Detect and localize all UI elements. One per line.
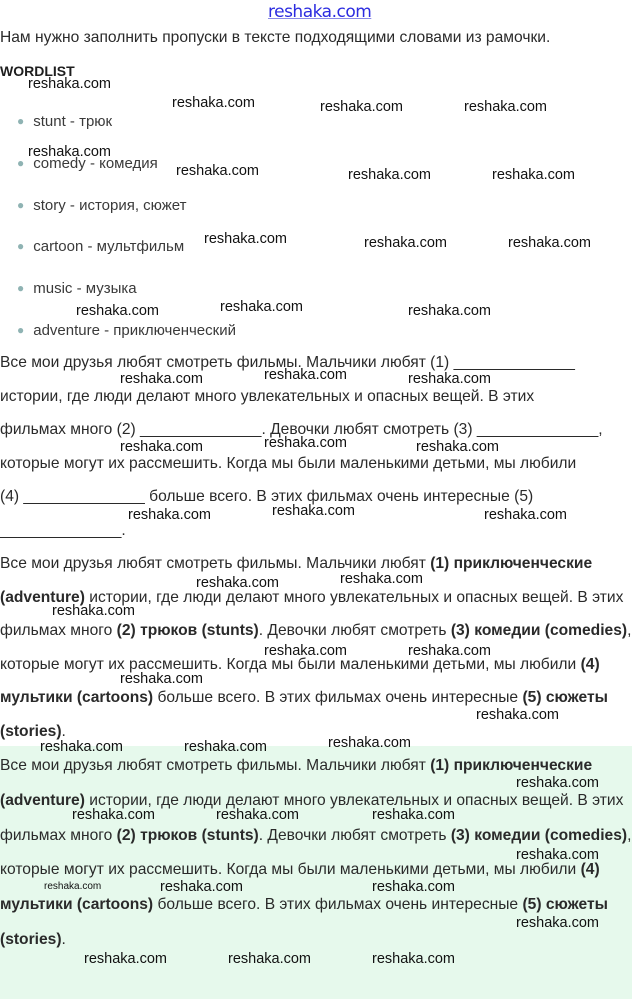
watermark: reshaka.com (228, 951, 312, 967)
wordlist-item: ● adventure - приключенческий (17, 322, 236, 339)
watermark: reshaka.com (416, 439, 500, 455)
bullet-icon: ● (17, 281, 25, 295)
wordlist-item: ● comedy - комедия (17, 155, 158, 172)
watermark: reshaka.com (348, 167, 432, 183)
answer-text-highlighted: Все мои друзья любят смотреть фильмы. Мальчики любят (1) приключенческие (adventure) истории, где люди делают много увлекательных и опасных вещей. В этих фильмах много (2) трюков (stunts). Девочки любят смотреть (3) комедии (comedies), которые могут их рассмешить. Когда мы были маленькими детьми, мы любили (4) мультики (cartoons) больше всего. В этих фильмах очень интересные (5) сюжеты (stories). (0, 757, 632, 948)
watermark: reshaka.com (484, 507, 568, 523)
watermark: reshaka.com (176, 163, 260, 179)
watermark: reshaka.com (128, 507, 212, 523)
watermark: reshaka.com (196, 575, 280, 591)
wordlist-title: WORDLIST (0, 63, 75, 79)
wordlist-item: ● stunt - трюк (17, 113, 113, 130)
watermark: reshaka.com (76, 303, 160, 319)
watermark: reshaka.com (172, 95, 256, 111)
watermark: reshaka.com (372, 951, 456, 967)
wordlist-item: ● cartoon - мультфильм (17, 238, 185, 255)
watermark: reshaka.com (272, 503, 356, 519)
bullet-icon: ● (17, 323, 25, 337)
site-logo-link[interactable]: reshaka.com (268, 2, 372, 22)
watermark: reshaka.com (84, 951, 168, 967)
watermark: reshaka.com (44, 881, 102, 892)
watermark: reshaka.com (408, 371, 492, 387)
watermark: reshaka.com (320, 99, 404, 115)
watermark: reshaka.com (508, 235, 592, 251)
bullet-icon: ● (17, 156, 25, 170)
wordlist-item: ● story - история, сюжет (17, 197, 187, 214)
watermark: reshaka.com (72, 807, 156, 823)
watermark: reshaka.com (464, 99, 548, 115)
watermark: reshaka.com (28, 144, 112, 160)
watermark: reshaka.com (408, 303, 492, 319)
bullet-icon: ● (17, 198, 25, 212)
watermark: reshaka.com (328, 735, 412, 751)
watermark: reshaka.com (184, 739, 268, 755)
watermark: reshaka.com (372, 807, 456, 823)
watermark: reshaka.com (364, 235, 448, 251)
task-text: Все мои друзья любят смотреть фильмы. Мальчики любят (1) ______________ истории, где люди делают много увлекательных и опасных вещей. В этих фильмах много (2) ______________. Девочки любят смотреть (3) ______________, которые могут их рассмешить. Когда мы были маленькими детьми, мы любили (4) ______________ больше всего. В этих фильмах очень интересные (5) ______________. (0, 354, 603, 539)
wordlist-item: ● music - музыка (17, 280, 137, 297)
watermark: reshaka.com (516, 775, 600, 791)
watermark: reshaka.com (120, 371, 204, 387)
watermark: reshaka.com (516, 847, 600, 863)
watermark: reshaka.com (160, 879, 244, 895)
watermark: reshaka.com (264, 435, 348, 451)
watermark: reshaka.com (264, 367, 348, 383)
watermark: reshaka.com (28, 76, 112, 92)
bullet-icon: ● (17, 239, 25, 253)
watermark: reshaka.com (204, 231, 288, 247)
watermark: reshaka.com (220, 299, 304, 315)
watermark: reshaka.com (492, 167, 576, 183)
watermark: reshaka.com (340, 571, 424, 587)
watermark: reshaka.com (40, 739, 124, 755)
watermark: reshaka.com (120, 671, 204, 687)
bullet-icon: ● (17, 114, 25, 128)
answer-text: Все мои друзья любят смотреть фильмы. Мальчики любят (1) приключенческие (adventure) истории, где люди делают много увлекательных и опасных вещей. В этих фильмах много (2) трюков (stunts). Девочки любят смотреть (3) комедии (comedies), которые могут их рассмешить. Когда мы были маленькими детьми, мы любили (4) мультики (cartoons) больше всего. В этих фильмах очень интересные (5) сюжеты (stories). (0, 555, 632, 740)
watermark: reshaka.com (476, 707, 560, 723)
watermark: reshaka.com (120, 439, 204, 455)
watermark: reshaka.com (372, 879, 456, 895)
watermark: reshaka.com (516, 915, 600, 931)
watermark: reshaka.com (408, 643, 492, 659)
watermark: reshaka.com (52, 603, 136, 619)
watermark: reshaka.com (216, 807, 300, 823)
watermark: reshaka.com (264, 643, 348, 659)
task-intro: Нам нужно заполнить пропуски в тексте подходящими словами из рамочки. (0, 29, 551, 46)
